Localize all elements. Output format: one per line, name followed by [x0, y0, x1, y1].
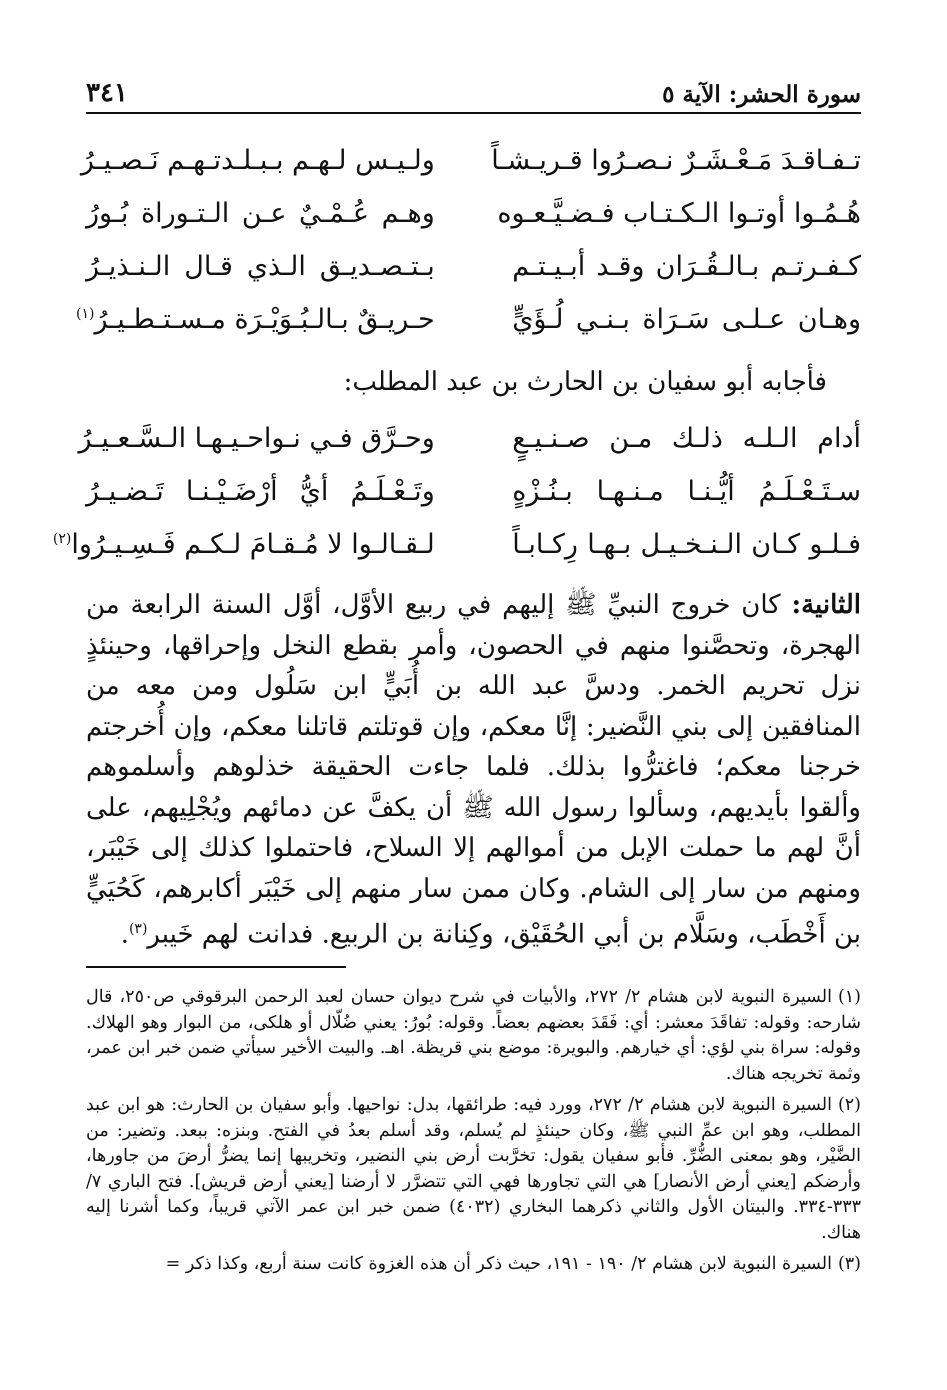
verse — [80, 134, 861, 187]
verse-first-hemistich: تـفـاقـدَ مَـعْـشَـرٌ نـصـرُوا قـريـشـاً — [491, 145, 861, 176]
paragraph-text: كان خروج النبيِّ ﷺ إليهم في ربيع الأوَّل، أوَّل السنة الرابعة من الهجرة، وتحصَّنوا منهم في الحصون، وأمر بقطع النخل وإحراقها، وحينئذٍ نزل تحريم الخمر. ودسَّ عبد الله بن أُبَيٍّ ابن سَلُول ومن معه من المنافقين إلى بني النَّضير: إنَّا معكم، وإن قوتلتم قاتلنا معكم، وإن أُخرجتم خرجنا معكم؛ فاغترُّوا بذلك. فلما جاءت الحقيقة خذلوهم وأسلموهم وألقوا بأيديهم، وسألوا رسول الله ﷺ أن يكفَّ عن دمائهم ويُجْلِيهم، على أنَّ لهم ما حملت الإبل من أموالهم إلا السلاح، فاحتملوا كذلك إلى خَيْبَر، ومنهم من سار إلى الشام. وكان ممن سار منهم إلى خَيْبَر أكابرهم، كَحُيَيٍّ بن أَخْطَب، وسَلَّام بن أبي الحُقَيْق، وكِنانة بن الربيع. فدانت لهم خَيبر — [86, 590, 861, 950]
verse-first-hemistich: وهـان عـلـى سَـرَاة بـنـي لُـؤَيٍّ — [512, 304, 861, 335]
footnote-number: (١) — [837, 987, 861, 1007]
poem-abu-sufyan — [52, 412, 861, 571]
footnote-number: (٢) — [837, 1095, 861, 1115]
verse-first-hemistich: سـتَـعْـلَـمُ أيُّـنـا مـنـهـا بـنُـزْهٍ — [512, 476, 861, 507]
verse-second-hemistich: ولـيـس لـهـم بـبـلـدتـهـم نَـصـيـرُ — [80, 145, 435, 176]
verse-second-hemistich: وحـرَّق فـي نـواحـيـهـا الـسَّـعـيـرُ — [78, 423, 435, 454]
footnote-ref: (١) — [75, 306, 95, 322]
body-paragraph — [86, 585, 861, 955]
verse-second-hemistich: وتَـعْـلَـمُ أيُّ أرْضَـيْـنـا تَـضـيـرُ — [86, 476, 435, 507]
verse-second-hemistich: بـتـصـديـق الـذي قـال الـنـذيـرُ — [86, 251, 435, 282]
verse — [86, 240, 861, 293]
paragraph-lead: الثانية: — [791, 590, 862, 620]
verse-first-hemistich: كـفـرتـم بـالـقُـرَان وقـد أبـيـتـم — [512, 251, 861, 282]
verse-second-hemistich — [52, 529, 435, 560]
verse — [78, 412, 861, 465]
footnote — [86, 1093, 861, 1246]
footnote — [86, 985, 861, 1087]
verse-first-hemistich: هُـمُـوا أوتـوا الـكـتـاب فـضـيَّـعـوه — [497, 198, 861, 229]
hemistich-text: لـقـالـوا لا مُـقـامَ لـكـم فَـسِـيـرُوا — [71, 529, 435, 560]
paragraph-end: . — [120, 919, 129, 950]
footnote-ref: (٢) — [52, 531, 72, 547]
footnote-text: السيرة النبوية لابن هشام ٢/ ٢٧٢، وورد فيه: طرائقها، بدل: نواحيها. وأبو سفيان بن الحارث: هو ابن عبد المطلب، وهو ابن عمِّ النبي ﷺ، وكان حينئذٍ لم يُسلم، وقد أسلم بعدُ في الفتح. وبنزه: ببعد. وتضير: من الضَّيْر، وهو بمعنى الضُّرِّ. فأبو سفيان يقول: تخرَّبت أرض بني النضير، وتخريبها إنما يضرُّ أرضَ من جاورها، وأرضكم [يعني أرض الأنصار] هي التي تجاورها فهي التي تتضرَّر لا أرضنا [يعني أرض قريش]. فتح الباري ٧/ ٣٣٣-٣٣٤. والبيتان الأول والثاني ذكرهما البخاري (٤٠٣٢) ضمن خبر ابن عمر الآتي قريباً، وكما أشرنا إليه هناك. — [86, 1095, 861, 1243]
verse — [52, 518, 861, 571]
hemistich-text: حـريـقٌ بـالـبُـوَيْـرَة مـسـتـطـيـرُ — [94, 304, 435, 335]
verse-second-hemistich — [75, 304, 435, 335]
page-number: ٣٤١ — [86, 78, 128, 108]
surah-title: سورة الحشر: الآية ٥ — [662, 81, 861, 108]
footnote-text: السيرة النبوية لابن هشام ٢/ ٢٧٢، والأبيات في شرح ديوان حسان لعبد الرحمن البرقوقي ص٢٥٠، قال شارحه: وقوله: تفاقَدَ معشر: أي: فَقَدَ بعضهم بعضاً. وقوله: بُورُ: يعني ضُلّال أو هلكى، من البوار وهو الهلاك. وقوله: سراة بني لؤي: أي خيارهم. والبويرة: موضع بني قريظة. اهـ. والبيت الأخير سيأتي ضمن خبر ابن عمر، وثمة تخريجه هناك. — [86, 987, 861, 1084]
footnote-ref: (٣) — [128, 921, 148, 937]
footnote-rule — [86, 966, 346, 968]
poem-intro: فأجابه أبو سفيان بن الحارث بن عبد المطلب: — [343, 367, 827, 397]
verse — [75, 293, 861, 346]
verse-first-hemistich: أدام الـلـه ذلـك مـن صـنـيـعٍ — [512, 423, 861, 454]
verse — [86, 465, 861, 518]
verse — [86, 187, 861, 240]
footnote — [86, 1252, 861, 1278]
footnote-number: (٣) — [837, 1254, 861, 1274]
verse-first-hemistich: فـلـو كـان الـنـخـيـل بـهـا رِكـابـاً — [512, 529, 861, 560]
footnotes — [86, 985, 861, 1284]
header-rule — [86, 112, 861, 114]
verse-second-hemistich: وهـم عُـمْـيٌ عـن الـتـوراة بُـورُ — [86, 198, 435, 229]
poem-hassan — [75, 134, 861, 346]
footnote-text: السيرة النبوية لابن هشام ٢/ ١٩٠ - ١٩١، حيث ذكر أن هذه الغزوة كانت سنة أربع، وكذا ذكر = — [165, 1254, 832, 1274]
page-header — [86, 68, 861, 108]
